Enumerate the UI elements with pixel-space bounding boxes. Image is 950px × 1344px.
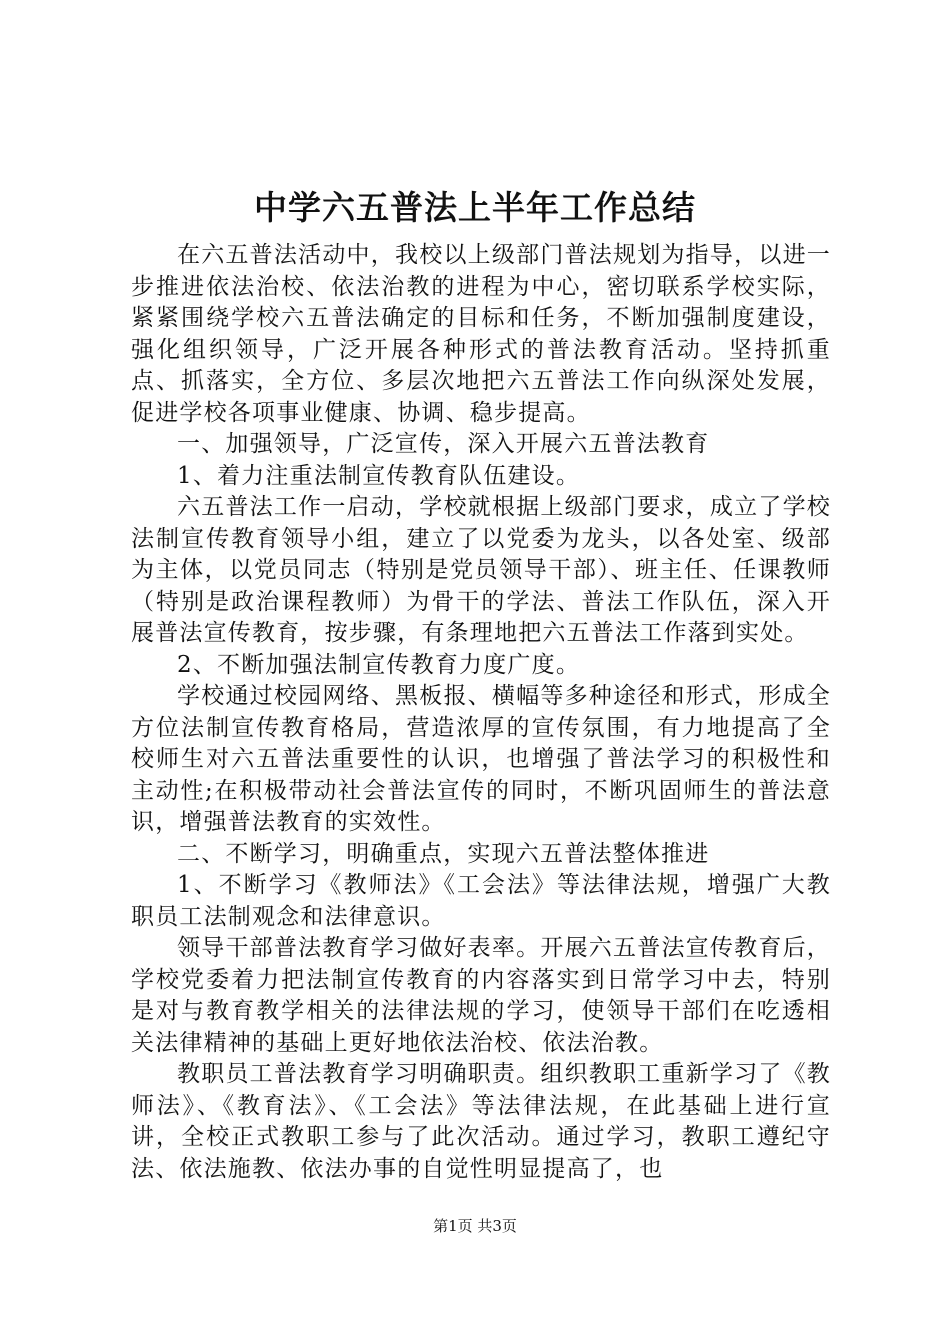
- paragraph-intro: 在六五普法活动中，我校以上级部门普法规划为指导，以进一步推进依法治校、依法治教的进程为中心，密切联系学校实际，紧紧围绕学校六五普法确定的目标和任务，不断加强制度建设，强化组织领导，广泛开展各种形式的普法教育活动。坚持抓重点、抓落实，全方位、多层次地把六五普法工作向纵深处发展，促进学校各项事业健康、协调、稳步提高。: [131, 242, 831, 426]
- section-heading-2: 二、不断学习，明确重点，实现六五普法整体推进: [177, 840, 710, 867]
- paragraph-staff: 教职员工普法教育学习明确职责。组织教职工重新学习了《教师法》、《教育法》、《工会法》等法律法规，在此基础上进行宣讲，全校正式教职工参与了此次活动。通过学习，教职工遵纪守法、依法施教、依法办事的自觉性明显提高了，也: [131, 1061, 831, 1182]
- paragraph-publicity: 学校通过校园网络、黑板报、横幅等多种途径和形式，形成全方位法制宣传教育格局，营造浓厚的宣传氛围，有力地提高了全校师生对六五普法重要性的认识，也增强了普法学习的积极性和主动性;在积极带动社会普法宣传的同时，不断巩固师生的普法意识，增强普法教育的实效性。: [131, 683, 831, 835]
- subsection-heading-1-1: 1、着力注重法制宣传教育队伍建设。: [177, 462, 581, 489]
- page-number-footer: 第1页 共3页: [433, 1217, 517, 1235]
- document-title: 中学六五普法上半年工作总结: [254, 188, 696, 227]
- document-body: [131, 240, 831, 1185]
- section-heading-1: 一、加强领导，广泛宣传，深入开展六五普法教育: [177, 431, 710, 457]
- paragraph-team-building: 六五普法工作一启动，学校就根据上级部门要求，成立了学校法制宣传教育领导小组，建立了以党委为龙头，以各处室、级部为主体，以党员同志（特别是党员领导干部）、班主任、任课教师（特别是政治课程教师）为骨干的学法、普法工作队伍，深入开展普法宣传教育，按步骤，有条理地把六五普法工作落到实处。: [131, 494, 831, 646]
- subsection-heading-2-1: 1、不断学习《教师法》《工会法》等法律法规，增强广大教职员工法制观念和法律意识。: [131, 872, 831, 930]
- subsection-heading-1-2: 2、不断加强法制宣传教育力度广度。: [177, 651, 581, 678]
- paragraph-leaders: 领导干部普法教育学习做好表率。开展六五普法宣传教育后，学校党委着力把法制宣传教育的内容落实到日常学习中去，特别是对与教育教学相关的法律法规的学习，使领导干部们在吃透相关法律精神的基础上更好地依法治校、依法治教。: [131, 935, 831, 1056]
